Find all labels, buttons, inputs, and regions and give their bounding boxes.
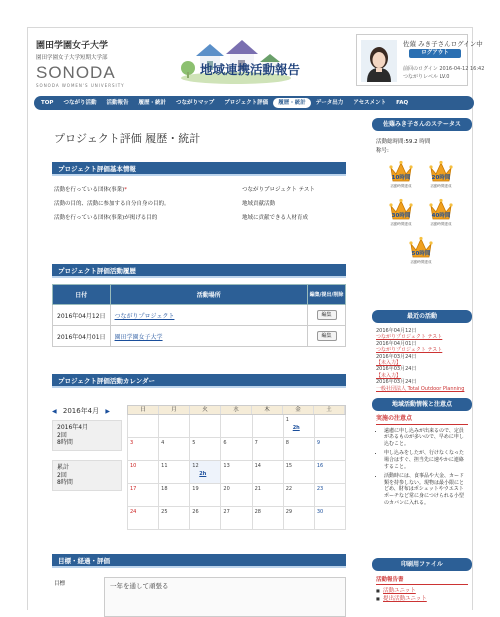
required-mark: *: [124, 187, 128, 193]
files-box: [376, 576, 468, 603]
nav-item[interactable]: つながりマップ: [176, 100, 215, 106]
crown-label: 50時間: [411, 251, 431, 257]
recent-activity-list: [376, 328, 472, 392]
nav-item[interactable]: TOP: [41, 100, 54, 106]
basic-label-3: 活動を行っている団体(事業)が掲げる目的: [54, 215, 158, 221]
col-actions: 編集/提出/削除: [308, 285, 346, 305]
logo-text: SONODA: [36, 63, 116, 82]
crown-sub: 活動時間達成: [410, 260, 432, 264]
day-number: 11: [161, 463, 168, 469]
calendar-day[interactable]: [284, 461, 315, 484]
calendar-day[interactable]: [221, 438, 252, 461]
basic-value-2: 地域貢献活動: [242, 201, 276, 207]
calendar-day[interactable]: [284, 415, 315, 438]
nav-item[interactable]: つながり活動: [63, 100, 97, 106]
crown-sub: 活動時間達成: [390, 222, 412, 226]
table-row: [53, 305, 346, 326]
basic-label-2: 活動の目的、活動に参加する自分自身の目的。: [54, 201, 170, 207]
day-number: 26: [192, 509, 199, 515]
calendar-day: [127, 415, 159, 438]
day-number: 1: [285, 417, 289, 423]
crown-sub: 活動時間達成: [390, 184, 412, 188]
crown-sub: 活動時間達成: [430, 184, 452, 188]
calendar-day[interactable]: [190, 507, 221, 530]
basic-value-3: 地域に貢献できる人材育成: [242, 215, 309, 221]
user-greeting: 佐薙 みき子さんログイン中: [403, 40, 483, 48]
calendar-day[interactable]: [159, 484, 190, 507]
site-header: [28, 28, 485, 94]
calendar-day[interactable]: [221, 507, 252, 530]
file-link[interactable]: ■ 提出活動ユニット: [376, 595, 468, 603]
calendar-day[interactable]: [284, 484, 315, 507]
weekday-label: 水: [221, 406, 252, 414]
crown-label: 40時間: [431, 213, 451, 219]
user-box: [356, 34, 485, 86]
day-number: 16: [316, 463, 324, 469]
day-number: 30: [316, 509, 324, 515]
browser-frame: [27, 27, 485, 610]
row-place-link[interactable]: 園田学園女子大学: [114, 333, 163, 341]
recent-date: 2016年04月12日: [376, 328, 417, 334]
day-number: 28: [254, 509, 261, 515]
calendar-day: [159, 415, 190, 438]
note-item: • 活動時には、食事品や大金、カード類を持参しない。現物は最小限にとどめ、財布はポシェットやウエストポーチなど常に身につけられる小型のカバンに入れる。: [384, 473, 468, 506]
calendar-day[interactable]: [315, 461, 346, 484]
weekday-label: 土: [314, 406, 345, 414]
next-month-icon[interactable]: ▶: [105, 408, 110, 415]
day-number: 8: [285, 440, 289, 446]
files-title: 活動報告書: [376, 576, 468, 585]
day-number: 18: [161, 486, 168, 492]
crown-sub: 活動時間達成: [430, 222, 452, 226]
nav-item[interactable]: 履歴・統計: [138, 100, 167, 106]
main-nav: [34, 96, 474, 110]
day-number: 7: [254, 440, 258, 446]
calendar-day[interactable]: [190, 484, 221, 507]
weekday-label: 月: [159, 406, 190, 414]
weekday-label: 日: [128, 406, 159, 414]
total-time: 活動総時間:59.2 時間: [376, 139, 431, 145]
day-number: 29: [285, 509, 293, 515]
crown-label: 10時間: [391, 175, 411, 181]
calendar-day[interactable]: [284, 507, 315, 530]
crown-badge: [426, 160, 456, 190]
calendar-day[interactable]: [159, 461, 190, 484]
history-table: [52, 284, 346, 347]
day-number: 13: [223, 463, 230, 469]
day-number: 12: [192, 463, 199, 469]
section-basic-info: プロジェクト評価基本情報: [52, 162, 346, 176]
month-label: 2016年4月: [62, 407, 100, 415]
calendar-day[interactable]: [253, 507, 284, 530]
university-logo[interactable]: [36, 38, 125, 88]
calendar-day[interactable]: [190, 438, 221, 461]
notes-title: 実施の注意点: [376, 416, 468, 425]
calendar-day[interactable]: [127, 461, 159, 484]
nav-item[interactable]: 活動報告: [106, 100, 129, 106]
univ-sub: 園田学園女子大学短期大学部: [36, 55, 108, 61]
goal-label: 目標: [54, 581, 66, 587]
basic-info-list: [52, 182, 346, 222]
day-number: 14: [254, 463, 261, 469]
calendar-day[interactable]: [284, 438, 315, 461]
activity-mark[interactable]: 2h: [292, 425, 300, 431]
day-number: 24: [130, 509, 137, 515]
activity-mark[interactable]: 2h: [199, 471, 207, 477]
day-number: 25: [161, 509, 168, 515]
section-goals: 目標・経過・評価: [52, 554, 346, 568]
nav-item[interactable]: FAQ: [396, 100, 409, 106]
recent-link[interactable]: つながりプロジェクト テスト: [376, 334, 443, 341]
crown-badge: [406, 236, 436, 266]
status-head: 佐薙みき子さんのステータス: [372, 118, 472, 131]
day-number: 20: [223, 486, 230, 492]
title-label: 称号:: [376, 148, 389, 154]
note-item: • 遠慮に申し込みが出来るので、定員があるものが多いので、早めに申し込むこと。: [384, 428, 468, 448]
notes-head: 地域活動情報と注意点: [372, 398, 472, 411]
day-number: 19: [192, 486, 199, 492]
calendar-week: [127, 461, 346, 484]
total-summary: 累計 2回 8時間: [52, 460, 122, 491]
day-number: 9: [316, 440, 321, 446]
calendar-day[interactable]: [159, 438, 190, 461]
month-summary: 2016年4月 2回 8時間: [52, 420, 122, 451]
section-history: プロジェクト評価活動履歴: [52, 264, 346, 278]
calendar-day[interactable]: [127, 438, 159, 461]
calendar-week: [127, 415, 346, 438]
basic-label-1: 活動を行っている団体(事業)*: [54, 187, 128, 193]
weekday-label: 金: [283, 406, 314, 414]
calendar-day[interactable]: [221, 484, 252, 507]
day-number: 23: [316, 486, 324, 492]
calendar-week: [127, 507, 346, 530]
col-date: 日付: [53, 285, 111, 305]
day-number: 10: [130, 463, 137, 469]
day-number: 6: [223, 440, 227, 446]
day-number: 4: [161, 440, 165, 446]
site-title: 地域連携活動報告: [200, 62, 301, 77]
notes-list: [376, 428, 468, 507]
prev-month-icon[interactable]: ◀: [52, 408, 57, 415]
avatar: [361, 40, 397, 82]
logo-sub: SONODA WOMEN'S UNIVERSITY: [36, 83, 125, 88]
day-number: 3: [130, 440, 134, 446]
day-number: 27: [223, 509, 230, 515]
nav-item[interactable]: データ出力: [315, 100, 344, 106]
univ-name: 園田学園女子大学: [36, 41, 109, 51]
user-level: つながりレベル LV.0: [403, 74, 450, 80]
calendar-week: [127, 438, 346, 461]
activity-calendar: [127, 405, 346, 530]
day-number: 15: [285, 463, 293, 469]
calendar-day[interactable]: [127, 507, 159, 530]
day-number: 21: [254, 486, 261, 492]
recent-date: 2016年03月24日: [376, 353, 417, 360]
col-place: 活動場所: [110, 285, 307, 305]
crown-badge: [386, 160, 416, 190]
row-date: 2016年04月12日: [53, 305, 111, 326]
goal-textarea[interactable]: 一年を通して頑張る: [104, 577, 346, 617]
note-item: • 申し込みをしたが、行けなくなった場合はすぐ、担当先に速やかに連絡すること。: [384, 450, 468, 470]
weekday-label: 木: [252, 406, 283, 414]
day-number: 22: [285, 486, 293, 492]
calendar-day[interactable]: [253, 461, 284, 484]
table-row: [53, 326, 346, 347]
crown-label: 20時間: [431, 175, 451, 181]
notes-box: [376, 416, 468, 509]
weekday-label: 火: [190, 406, 221, 414]
day-number: 5: [192, 440, 196, 446]
calendar-weekdays: [127, 405, 346, 415]
calendar-day[interactable]: [315, 438, 346, 461]
row-place-link[interactable]: つながりプロジェクト: [114, 312, 175, 320]
file-link[interactable]: ■ 活動ユニット: [376, 587, 468, 595]
user-info: [403, 65, 484, 81]
calendar-day: [221, 415, 252, 438]
section-calendar: プロジェクト評価活動カレンダー: [52, 374, 346, 388]
recent-link[interactable]: 【未入力】: [376, 360, 402, 367]
calendar-day: [253, 415, 284, 438]
recent-head: 最近の活動: [372, 310, 472, 323]
calendar-week: [127, 484, 346, 507]
calendar-day: [315, 415, 346, 438]
crown-badge: [386, 198, 416, 228]
recent-date: 2016年04月01日: [376, 340, 417, 347]
recent-date: 2016年03月24日: [376, 379, 417, 386]
files-head: 印刷用ファイル: [372, 558, 472, 571]
calendar-day: [190, 415, 221, 438]
nav-item[interactable]: アセスメント: [353, 100, 387, 106]
calendar-day[interactable]: [221, 461, 252, 484]
crown-badge: [426, 198, 456, 228]
calendar-day[interactable]: [253, 438, 284, 461]
month-nav: [52, 406, 110, 416]
recent-link[interactable]: つながりプロジェクト テスト: [376, 347, 443, 354]
crown-label: 30時間: [391, 213, 411, 219]
calendar-day[interactable]: [190, 461, 221, 484]
calendar-day[interactable]: [253, 484, 284, 507]
calendar-day[interactable]: [315, 484, 346, 507]
row-date: 2016年04月01日: [53, 326, 111, 347]
recent-link[interactable]: 一般社団法人 Total Outdoor Planning: [376, 385, 465, 392]
calendar-day[interactable]: [159, 507, 190, 530]
nav-item[interactable]: プロジェクト評価: [224, 100, 269, 106]
logout-button[interactable]: ログアウト: [409, 49, 461, 58]
basic-value-1: つながりプロジェクト テスト: [242, 187, 315, 193]
last-login: 前回のログイン 2016-04-12 16:42: [403, 66, 485, 72]
calendar-day[interactable]: [315, 507, 346, 530]
calendar-day[interactable]: [127, 484, 159, 507]
edit-button[interactable]: 編集: [317, 310, 337, 320]
recent-date: 2016年03月24日: [376, 366, 417, 373]
day-number: 17: [130, 486, 137, 492]
recent-link[interactable]: 【未入力】: [376, 372, 402, 379]
nav-item[interactable]: 履歴・統計: [273, 98, 311, 108]
page-title: プロジェクト評価 履歴・統計: [54, 132, 201, 145]
edit-button[interactable]: 編集: [317, 331, 337, 341]
